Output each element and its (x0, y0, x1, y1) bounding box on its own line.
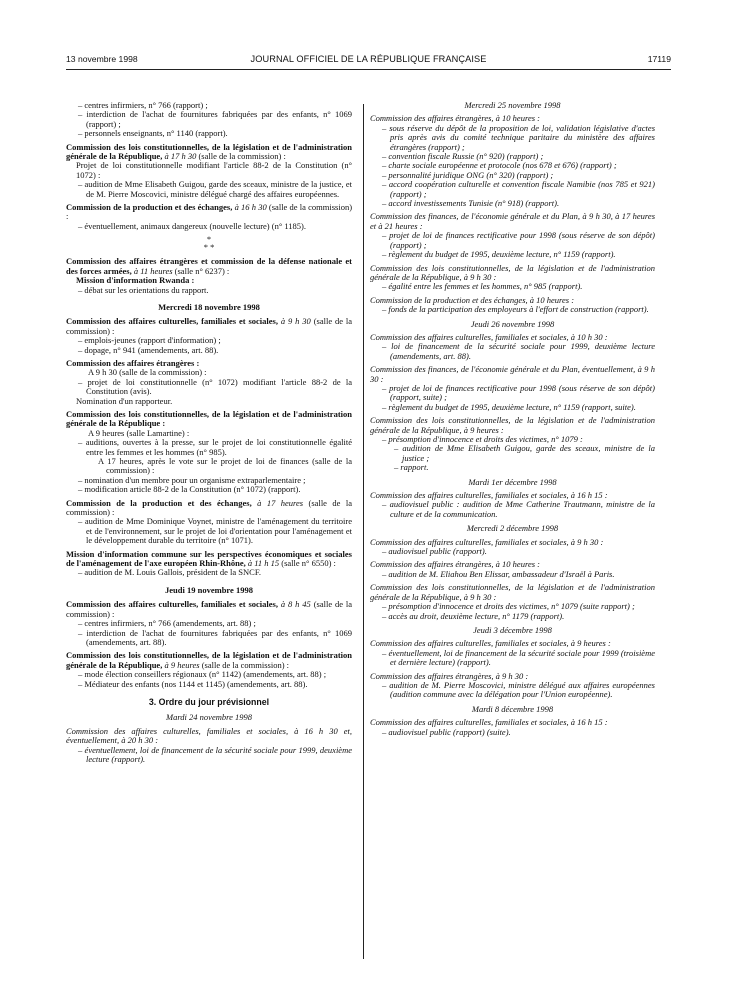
list-item: – audition de Mme Elisabeth Guigou, garde des sceaux, ministre de la justice, et de M. Pierre Moscovici, ministre délégué chargé des affaires européennes. (78, 179, 352, 199)
list-item: – accès au droit, deuxième lecture, n° 1179 (rapport). (382, 610, 565, 621)
page-header (66, 54, 671, 68)
sub-list-item: – rapport. (394, 462, 429, 473)
left-top-list (66, 101, 352, 139)
day-heading: Mercredi 2 décembre 1998 (466, 523, 559, 534)
day-heading: Mardi 1er décembre 1998 (468, 476, 557, 487)
list-item: – sous réserve du dépôt de la proposition de loi, validation législative d'actes pris après avis du comité technique paritaire du ministère des affaires étrangères (rapport) ; (382, 122, 655, 152)
day-heading: Jeudi 3 décembre 1998 (473, 624, 552, 635)
commission-entry (370, 365, 655, 412)
list-item: – fonds de la participation des employeurs à l'effort de construction (rapport). (382, 304, 649, 315)
list-item: – audition de Mme Dominique Voynet, ministre de l'aménagement du territoire et de l'environnement, sur le projet de loi d'orientation pour l'aménagement et le développement durable du territoire (n° 1071). (78, 516, 352, 546)
meeting-room: (salle de la commission) : (198, 151, 286, 162)
commission-entry (370, 639, 655, 667)
meeting-room: (salle de la commission) : (201, 659, 290, 670)
commission-name: Commission des lois constitutionnelles, de la législation et de l'administration générale de la République : (66, 408, 352, 429)
meeting-time: à 8 h 45 (280, 599, 311, 610)
header-rule (66, 69, 671, 70)
list-item: – auditions, ouvertes à la presse, sur le projet de loi constitutionnelle égalité entre les femmes et les hommes (n° 985). (78, 437, 352, 457)
commission-name: Commission des affaires étrangères et commission de la défense nationale et des forces armées, (66, 256, 352, 276)
commission-entry (370, 718, 655, 737)
list-item: – interdiction de l'achat de fournitures fabriquées par des enfants, n° 1069 (amendements, art. 88). (78, 627, 352, 647)
list-item: – accord coopération culturelle et convention fiscale Namibie (nos 785 et 921) (rapport) ; (382, 179, 655, 199)
commission-entry (66, 499, 352, 546)
list-item: – audition de M. Pierre Moscovici, ministre délégué aux affaires européennes (audition commune avec la délégation pour l'Union européenne). (382, 679, 655, 700)
commission-entry (66, 600, 352, 647)
list-item: – audiovisuel public (rapport) (suite). (382, 726, 511, 737)
commission-entry (66, 410, 352, 495)
mission-title: Mission d'information Rwanda : (76, 275, 195, 286)
commission-name: Commission des affaires étrangères : (66, 357, 200, 368)
list-item: – audiovisuel public : audition de Mme Catherine Trautmann, ministre de la culture et de la communication. (382, 499, 655, 519)
commission-entry (370, 212, 655, 259)
commission-name: Commission des affaires étrangères, à 10 heures : (370, 113, 540, 124)
section-heading: 3. Ordre du jour prévisionnel (148, 696, 270, 707)
commission-name: Commission des finances, de l'économie générale et du Plan, éventuellement, à 9 h 30 : (370, 364, 655, 384)
commission-name: Commission des lois constitutionnelles, de la législation et de l'administration générale de la République, (66, 141, 352, 162)
meeting-time: A 17 heures, après le vote sur le projet de loi de finances (salle de la commission) : (98, 456, 352, 476)
list-item: – convention fiscale Russie (n° 920) (rapport) ; (382, 151, 544, 162)
meeting-room: (salle de la commission) : (66, 497, 352, 518)
meeting-room: (salle de la commission) : (66, 599, 353, 619)
commission-name: Commission des affaires culturelles, familiales et sociales, à 9 heures : (370, 638, 611, 649)
list-item: – audition de M. Louis Gallois, président de la SNCF. (78, 567, 261, 578)
commission-name: Commission des affaires étrangères, à 9 h 30 : (370, 670, 529, 681)
list-item: – charte sociale européenne et protocole (nos 678 et 676) (rapport) ; (382, 160, 617, 171)
commission-entry (370, 114, 655, 208)
day-heading: Mardi 24 novembre 1998 (165, 712, 252, 723)
commission-name: Commission de la production et des échanges, à 10 heures : (370, 294, 575, 305)
commission-name: Commission des affaires culturelles, familiales et sociales, à 10 h 30 : (370, 331, 608, 342)
list-item: – centres infirmiers, n° 766 (rapport) ; (78, 100, 208, 110)
meeting-time: A 9 h 30 (salle de la commission) : (88, 367, 207, 378)
meeting-room: (salle n° 6237) : (174, 265, 230, 276)
list-item: – mode élection conseillers régionaux (n° 1142) (amendements, art. 88) ; (78, 669, 327, 680)
list-item: – audition de M. Eliahou Ben Elissar, ambassadeur d'Israël à Paris. (382, 568, 615, 579)
list-item: – personnalité juridique ONG (n° 320) (rapport) ; (382, 169, 554, 180)
list-item: – projet de loi de finances rectificative pour 1998 (sous réserve de son dépôt) (rapport, suite) ; (382, 382, 655, 403)
commission-entry (370, 416, 655, 472)
commission-name: Commission des affaires culturelles, familiales et sociales, à 9 h 30 : (370, 536, 604, 547)
commission-name: Mission d'information commune sur les perspectives économiques et sociales de l'aménagement de l'axe européen Rhin-Rhône, (66, 548, 352, 569)
note: Nomination d'un rapporteur. (76, 395, 173, 406)
commission-entry (370, 264, 655, 292)
commission-name: Commission des affaires culturelles, familiales et sociales, à 16 h 15 : (370, 490, 608, 501)
day-heading: Mercredi 25 novembre 1998 (464, 100, 561, 110)
list-item: – éventuellement, loi de financement de la sécurité sociale pour 1999 (troisième et dernière lecture) (rapport). (382, 647, 655, 668)
day-heading: Mardi 8 décembre 1998 (471, 703, 554, 714)
list-item: – interdiction de l'achat de fournitures fabriquées par des enfants, n° 1069 (rapport) ; (78, 109, 352, 129)
list-item: – présomption d'innocence et droits des victimes, n° 1079 : (382, 434, 583, 444)
list-item: – projet de loi de finances rectificative pour 1998 (sous réserve de son dépôt) (rapport) ; (382, 230, 655, 250)
meeting-room: (salle de la commission) : (66, 316, 353, 336)
commission-entry (66, 727, 352, 765)
list-item: – audiovisuel public (rapport). (382, 546, 487, 557)
list-item: – emplois-jeunes (rapport d'information) ; (78, 335, 221, 346)
list-item: – présomption d'innocence et droits des victimes, n° 1079 (suite rapport) ; (382, 601, 635, 612)
list-item: – centres infirmiers, n° 766 (amendements, art. 88) ; (78, 618, 256, 629)
list-item: – dopage, n° 941 (amendements, art. 88). (78, 344, 219, 355)
meeting-time: à 17 heures (257, 497, 304, 508)
commission-entry (370, 491, 655, 519)
meeting-time: à 11 h 15 (247, 558, 280, 569)
commission-name: Commission des affaires culturelles, familiales et sociales, à 16 h 15 : (370, 717, 608, 728)
list-item: – nomination d'un membre pour un organisme extraparlementaire ; (78, 474, 306, 485)
commission-name: Commission des lois constitutionnelles, de la législation et de l'administration générale de la République, à 9 heures : (370, 415, 655, 435)
commission-name: Commission de la production et des échanges, (66, 202, 233, 213)
list-item: – personnels enseignants, n° 1140 (rapport). (78, 128, 228, 139)
commission-entry (66, 143, 352, 199)
meeting-time: A 9 heures (salle Lamartine) : (88, 427, 190, 438)
commission-entry (66, 651, 352, 689)
asterism-bottom: * * (203, 242, 215, 253)
commission-entry (370, 672, 655, 700)
list-item: – Médiateur des enfants (nos 1144 et 1145) (amendements, art. 88). (78, 678, 308, 689)
list-item: – égalité entre les femmes et les hommes, n° 985 (rapport). (382, 281, 583, 292)
commission-entry (66, 317, 352, 355)
list-item: – loi de financement de la sécurité sociale pour 1999, deuxième lecture (amendements, art. 88). (382, 341, 655, 361)
commission-entry (370, 296, 655, 315)
commission-name: Commission des lois constitutionnelles, de la législation et de l'administration générale de la République, à 9 h 30 : (370, 582, 655, 602)
list-item: – règlement du budget de 1995, deuxième lecture, n° 1159 (rapport). (382, 249, 616, 260)
list-item: – modification article 88-2 de la Constitution (n° 1072) (rapport). (78, 484, 301, 495)
meeting-time: à 16 h 30 (234, 202, 267, 213)
bill-title: Projet de loi constitutionnelle modifiant l'article 88-2 de la Constitution (n° 1072) : (76, 160, 352, 180)
commission-entry (66, 203, 352, 231)
asterism (66, 235, 352, 251)
list-item: – accord investissements Tunisie (n° 918) (rapport). (382, 198, 560, 209)
commission-name: Commission des lois constitutionnelles, de la législation et de l'administration générale de la République, (66, 650, 352, 670)
day-heading: Mercredi 18 novembre 1998 (158, 301, 260, 312)
commission-name: Commission des affaires culturelles, familiales et sociales, (66, 599, 278, 610)
list-item: – débat sur les orientations du rapport. (78, 284, 209, 295)
asterism-top: * (206, 234, 212, 245)
commission-name: Commission des affaires culturelles, familiales et sociales, (66, 316, 278, 327)
list-item: – projet de loi constitutionnelle (n° 1072) modifiant l'article 88-2 de la Constitution (avis). (78, 376, 352, 397)
meeting-time: à 17 h 30 (164, 151, 197, 162)
page-number: 17119 (647, 54, 671, 64)
list-item: – éventuellement, loi de financement de la sécurité sociale pour 1999, deuxième lecture (rapport). (78, 744, 352, 764)
commission-entry (370, 333, 655, 361)
commission-entry (66, 550, 352, 578)
commission-entry (66, 257, 352, 295)
meeting-time: à 9 h 30 (280, 316, 311, 327)
commission-entry (370, 560, 655, 579)
meeting-room: (salle de la commission) : (66, 202, 353, 222)
commission-name: Commission de la production et des échanges, (66, 497, 252, 508)
commission-name: Commission des finances, de l'économie générale et du Plan, à 9 h 30, à 17 heures et à 21 heures : (370, 211, 655, 231)
sub-list-item: – audition de Mme Elisabeth Guigou, garde des sceaux, ministre de la justice ; (394, 443, 655, 463)
journal-title: JOURNAL OFFICIEL DE LA RÉPUBLIQUE FRANÇAISE (250, 54, 487, 64)
list-item: – règlement du budget de 1995, deuxième lecture, n° 1159 (rapport, suite). (382, 401, 636, 412)
column-divider (363, 104, 364, 959)
list-item: – éventuellement, animaux dangereux (nouvelle lecture) (n° 1185). (78, 220, 307, 231)
header-date: 13 novembre 1998 (66, 54, 138, 64)
commission-entry (370, 538, 655, 557)
left-column (66, 101, 352, 768)
day-heading: Jeudi 26 novembre 1998 (470, 318, 555, 329)
commission-name: Commission des lois constitutionnelles, de la législation et de l'administration générale de la République, à 9 h 30 : (370, 262, 655, 282)
commission-name: Commission des affaires culturelles, familiales et sociales, à 16 h 30 et, éventuellement, à 20 h 30 : (66, 725, 352, 746)
commission-entry (370, 583, 655, 621)
meeting-room: (salle n° 6550) : (281, 558, 336, 569)
day-heading: Jeudi 19 novembre 1998 (165, 584, 253, 595)
commission-name: Commission des affaires étrangères, à 10 heures : (370, 559, 540, 570)
meeting-time: à 9 heures (164, 659, 200, 670)
right-column (370, 101, 655, 741)
meeting-time: à 11 heures (133, 265, 173, 276)
commission-entry (66, 359, 352, 406)
